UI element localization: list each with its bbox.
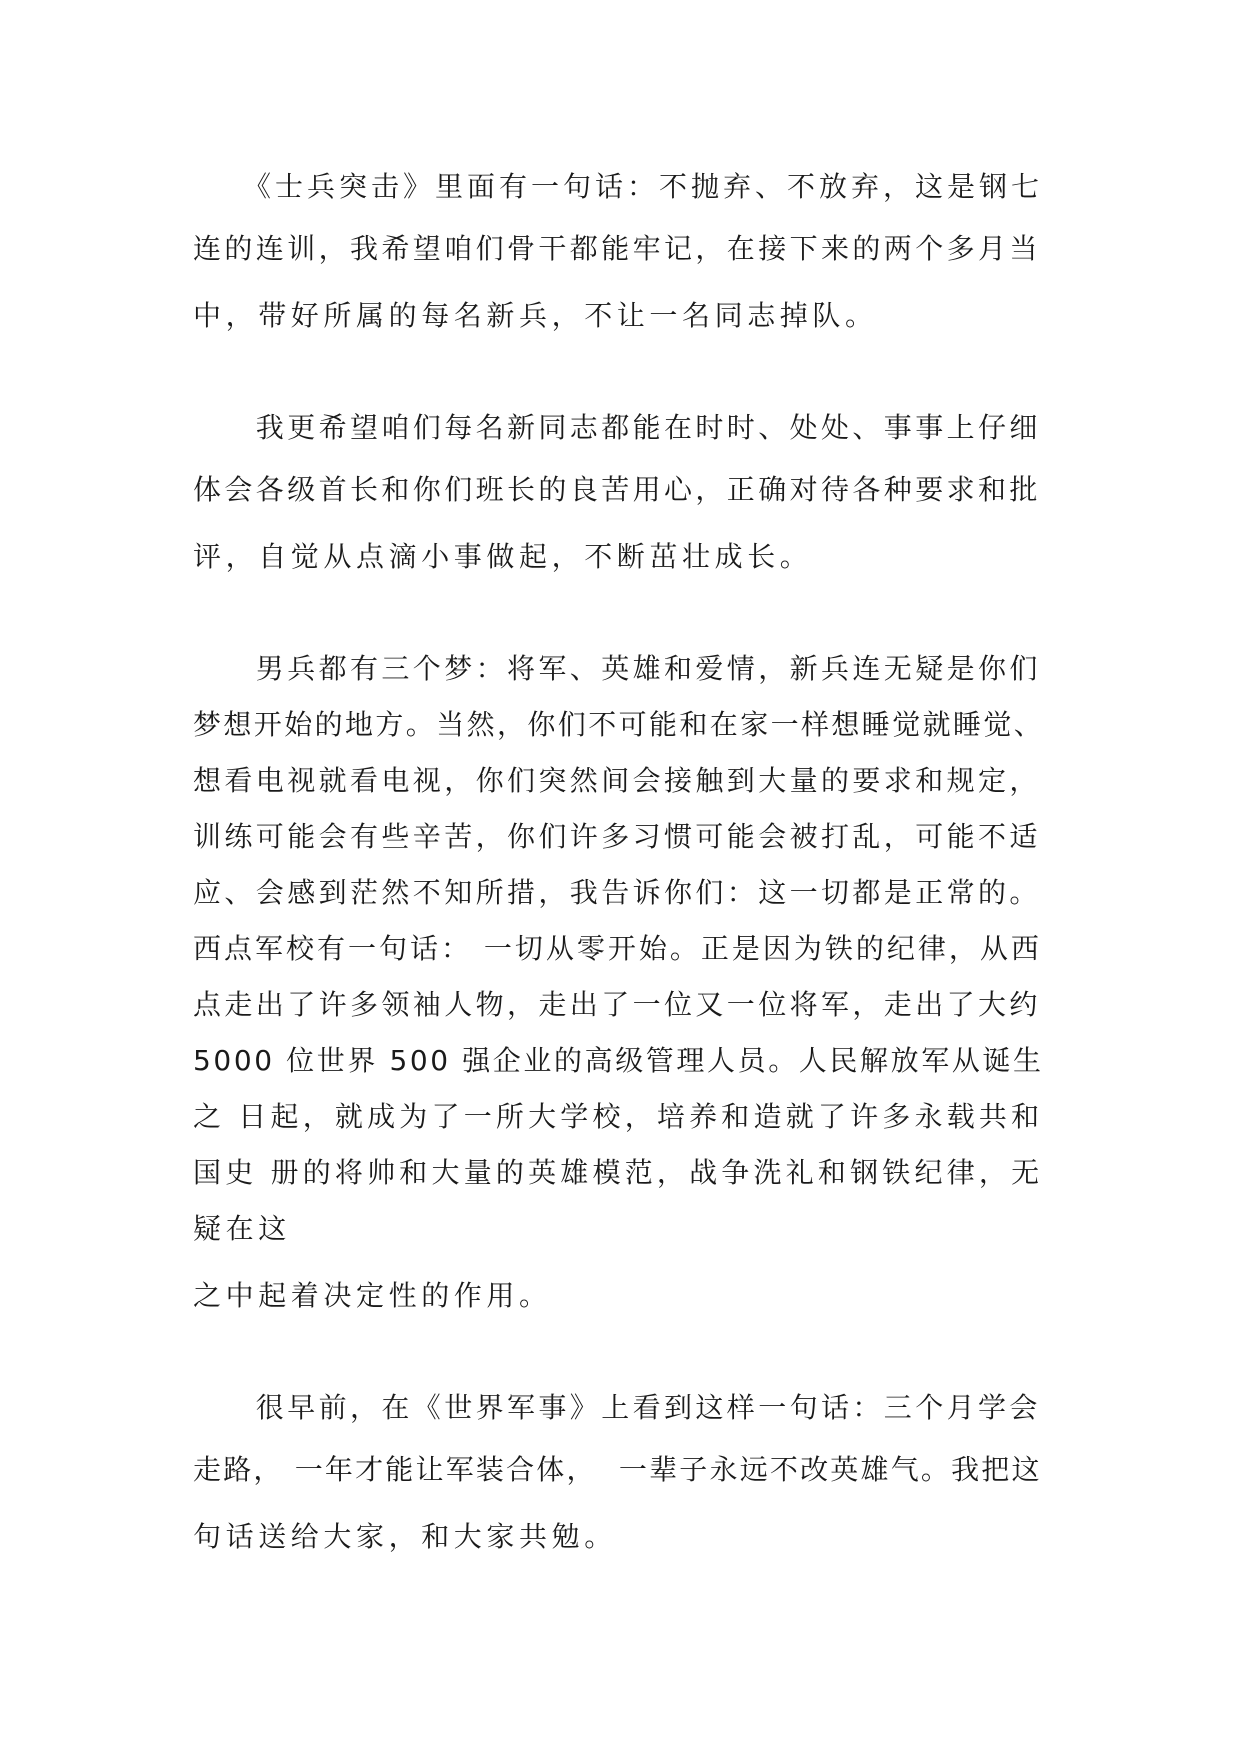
text-line: 走路， 一年才能让军装合体， 一辈子永远不改英雄气。我把这 xyxy=(193,1453,1042,1486)
text-line: 很早前，在《世界军事》上看到这样一句话：三个月学会 xyxy=(193,1391,1041,1424)
text-line: 男兵都有三个梦：将军、英雄和爱情，新兵连无疑是你们 xyxy=(193,652,1041,685)
text-line: 连的连训，我希望咱们骨干都能牢记，在接下来的两个多月当 xyxy=(193,232,1041,265)
text-line: 5000 位世界 500 强企业的高级管理人员。人民解放军从诞生 xyxy=(193,1044,1044,1077)
text-line: 训练可能会有些辛苦，你们许多习惯可能会被打乱，可能不适 xyxy=(193,820,1041,853)
text-line: 国史 册的将帅和大量的英雄模范，战争洗礼和钢铁纪律，无 xyxy=(193,1156,1044,1189)
text-line: 之中起着决定性的作用。 xyxy=(193,1279,552,1312)
text-line: 句话送给大家，和大家共勉。 xyxy=(193,1520,617,1553)
text-line: 中，带好所属的每名新兵，不让一名同志掉队。 xyxy=(193,299,878,332)
text-line: 想看电视就看电视，你们突然间会接触到大量的要求和规定， xyxy=(193,764,1041,797)
text-line: 之 日起，就成为了一所大学校，培养和造就了许多永载共和 xyxy=(193,1100,1044,1133)
text-line: 疑在这 xyxy=(193,1212,291,1245)
text-line: 应、会感到茫然不知所措，我告诉你们：这一切都是正常的。 xyxy=(193,876,1041,909)
text-line: 评，自觉从点滴小事做起，不断茁壮成长。 xyxy=(193,540,813,573)
text-line: 《士兵突击》里面有一句话：不抛弃、不放弃，这是钢七 xyxy=(193,170,1044,203)
text-line: 西点军校有一句话： 一切从零开始。正是因为铁的纪律，从西 xyxy=(193,932,1042,965)
text-line: 梦想开始的地方。当然，你们不可能和在家一样想睡觉就睡觉、 xyxy=(193,708,1045,741)
text-line: 体会各级首长和你们班长的良苦用心，正确对待各种要求和批 xyxy=(193,473,1041,506)
text-line: 我更希望咱们每名新同志都能在时时、处处、事事上仔细 xyxy=(193,411,1041,444)
text-line: 点走出了许多领袖人物，走出了一位又一位将军，走出了大约 xyxy=(193,988,1041,1021)
